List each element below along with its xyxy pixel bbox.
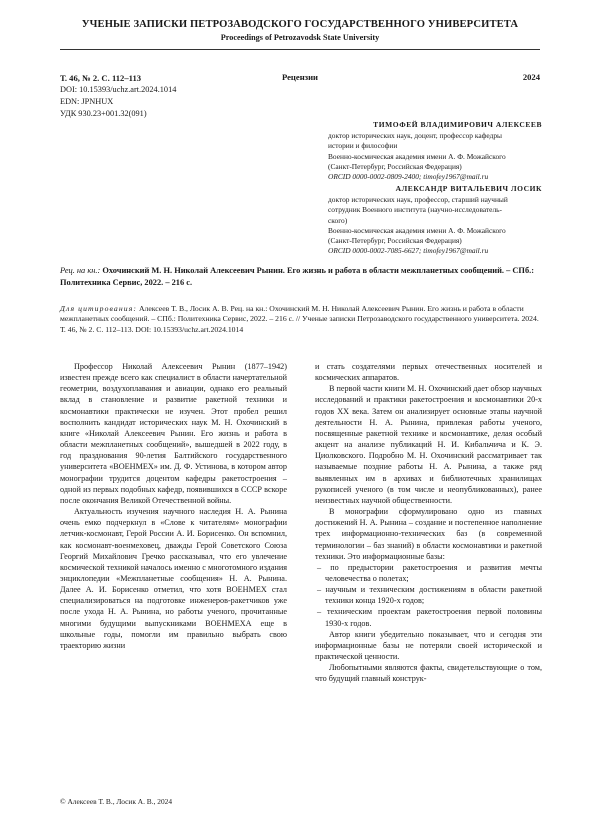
rubric-label: Рецензии [281,72,319,82]
body-paragraph: Любопытными являются факты, свидетельствующие о том, что будущий главный конструк- [315,663,542,684]
author-affiliation-line: сотрудник Военного института (научно-исследователь- [328,205,502,215]
body-column-right [315,361,542,685]
author-affiliation-line: (Санкт-Петербург, Российская Федерация) [328,161,462,171]
author-affiliation-line: доктор исторических наук, профессор, старший научный [328,195,508,205]
doi: DOI: 10.15393/uchz.art.2024.1014 [60,85,177,94]
author-affiliation-line: доктор исторических наук, доцент, профессор кафедры [328,131,502,141]
body-paragraph: В первой части книги М. Н. Охочинский дает обзор научных исследований и практики ракетостроения и космонавтики 20-х годов XX века. Затем он анализирует основные этапы научной деятельности Н. А. Рынина, привлекая работы ученого, посвященные ракетной технике и космонавтике, делая особый акцент на анализе публикаций Н. И. Кибальчича и К. Э. Циолковского. Подробно М. Н. Охочинский рассматривает так называемые поздние работы Н. А. Рынина, а также ряд выявленных им в архивах и библиотечных хранилищах рукописей ученого (в том числе и неопубликованных), ранее неизвестных научной общественности. [315,384,542,505]
author-affiliation-line: Военно-космическая академия имени А. Ф. Можайского [328,151,506,161]
list-item: – техническим проектам ракетостроения первой половины 1930-х годов. [315,606,542,628]
issue-year: 2024 [522,72,540,82]
body-column-left [60,361,287,651]
info-bases-list [315,562,542,629]
udk: УДК 930.23+001.32(091) [60,109,147,118]
author-contact: ORCID 0000-0002-7085-6627; timofey1967@mail.ru [328,246,489,256]
citation-block [60,304,542,335]
volume-pages: Т. 46, № 2. С. 112–113 [60,73,142,83]
author-block-1 [328,120,542,182]
list-item: – научным и техническим достижениям в области ракетной техники конца 1920-х годов; [315,584,542,606]
body-paragraph: В монографии сформулировано одно из главных достижений Н. А. Рынина – создание и постепенное наполнение трех информационно-технических баз (в современной терминологии – баз знаний) в области космонавтики и ракетной техники. Это информационные базы: [315,507,542,561]
author-name: АЛЕКСАНДР ВИТАЛЬЕВИЧ ЛОСИК [395,184,542,193]
header-divider [60,49,540,50]
author-contact: ORCID 0000-0002-0809-2400; timofey1967@mail.ru [328,172,489,182]
list-item: – по предыстории ракетостроения и развития мечты человечества о полетах; [315,562,542,584]
author-affiliation-line: ского) [328,215,348,225]
review-book-title: Охочинский М. Н. Николай Алексеевич Рынин. Его жизнь и работа в области межпланетных сообщений. – СПб.: Политехника Сервис, 2022. – 216 с. [60,266,535,287]
reviewed-book-reference [60,265,542,289]
copyright: © Алексеев Т. В., Лосик А. В., 2024 [60,797,173,806]
author-name: ТИМОФЕЙ ВЛАДИМИРОВИЧ АЛЕКСЕЕВ [373,120,542,129]
body-paragraph: и стать создателями первых отечественных носителей и космических аппаратов. [315,362,542,383]
body-paragraph: Актуальность изучения научного наследия Н. А. Рынина очень емко подчеркнул в «Слове к читателям» монографии летчик-космонавт, Герой России А. И. Борисенко. Он вспомнил, как космонавт-военмеховец, дважды Герой Советского Союза Георгий Михайлович Гречко рассказывал, что его увлечение космической техникой началось именно с многотомного издания энциклопедии «Межпланетные сообщения» Н. А. Рынина. Далее А. И. Борисенко отметил, что хотя ВОЕНМЕХ стал специализироваться на подготовке инженеров-ракетчиков уже после ухода Н. А. Рынина, но работы ученого, прочитанные многими будущими выпускниками ВОЕНМЕХА еще в школьные годы, помогли им правильно выбрать свою траекторию жизни [60,507,287,650]
journal-subtitle: Proceedings of Petrozavodsk State University [220,33,380,42]
journal-title: УЧЕНЫЕ ЗАПИСКИ ПЕТРОЗАВОДСКОГО ГОСУДАРСТВЕННОГО УНИВЕРСИТЕТА [81,19,519,30]
author-block-2 [328,184,542,256]
review-prefix: Рец. на кн.: [60,266,101,275]
body-paragraph: Автор книги убедительно показывает, что и сегодня эти информационные базы не потеряли своей исторической и практической ценности. [315,629,542,662]
citation-label: Для цитирования: [60,304,138,313]
body-paragraph: Профессор Николай Алексеевич Рынин (1877–1942) известен прежде всего как специалист в области начертательной геометрии, воздухоплавания и авиации, однако его реальный вклад в становление и развитие ракетной техники и космонавтики практически не изучен. Этот пробел решил восполнить кандидат исторических наук М. Н. Охочинский в книге «Николай Алексеевич Рынин. Его жизнь и работа в области межпланетных сообщений», вышедшей в 2022 году, в год празднования 90-летия Балтийского государственного университета «ВОЕНМЕХ» им. Д. Ф. Устинова, в котором автор монографии трудится доцентом кафедры ракетостроения – одной из первых подобных кафедр, появившихся в СССР вскоре после окончания Великой Отечественной войны. [60,362,287,505]
author-affiliation-line: Военно-космическая академия имени А. Ф. Можайского [328,225,506,235]
author-affiliation-line: (Санкт-Петербург, Российская Федерация) [328,236,462,246]
author-affiliation-line: истории и философии [328,141,398,151]
citation-text: Алексеев Т. В., Лосик А. В. Рец. на кн.: Охочинский М. Н. Николай Алексеевич Рынин. Его жизнь и работа в области межпланетных сообщений. – СПб.: Политехника Сервис, 2022. – 216 с. // Ученые записки Петрозаводского государственного университета. 2024. Т. 46, № 2. С. 112–113. DOI: 10.15393/uchz.art.2024.1014 [60,304,539,334]
edn: EDN: JPNHUX [60,97,114,106]
